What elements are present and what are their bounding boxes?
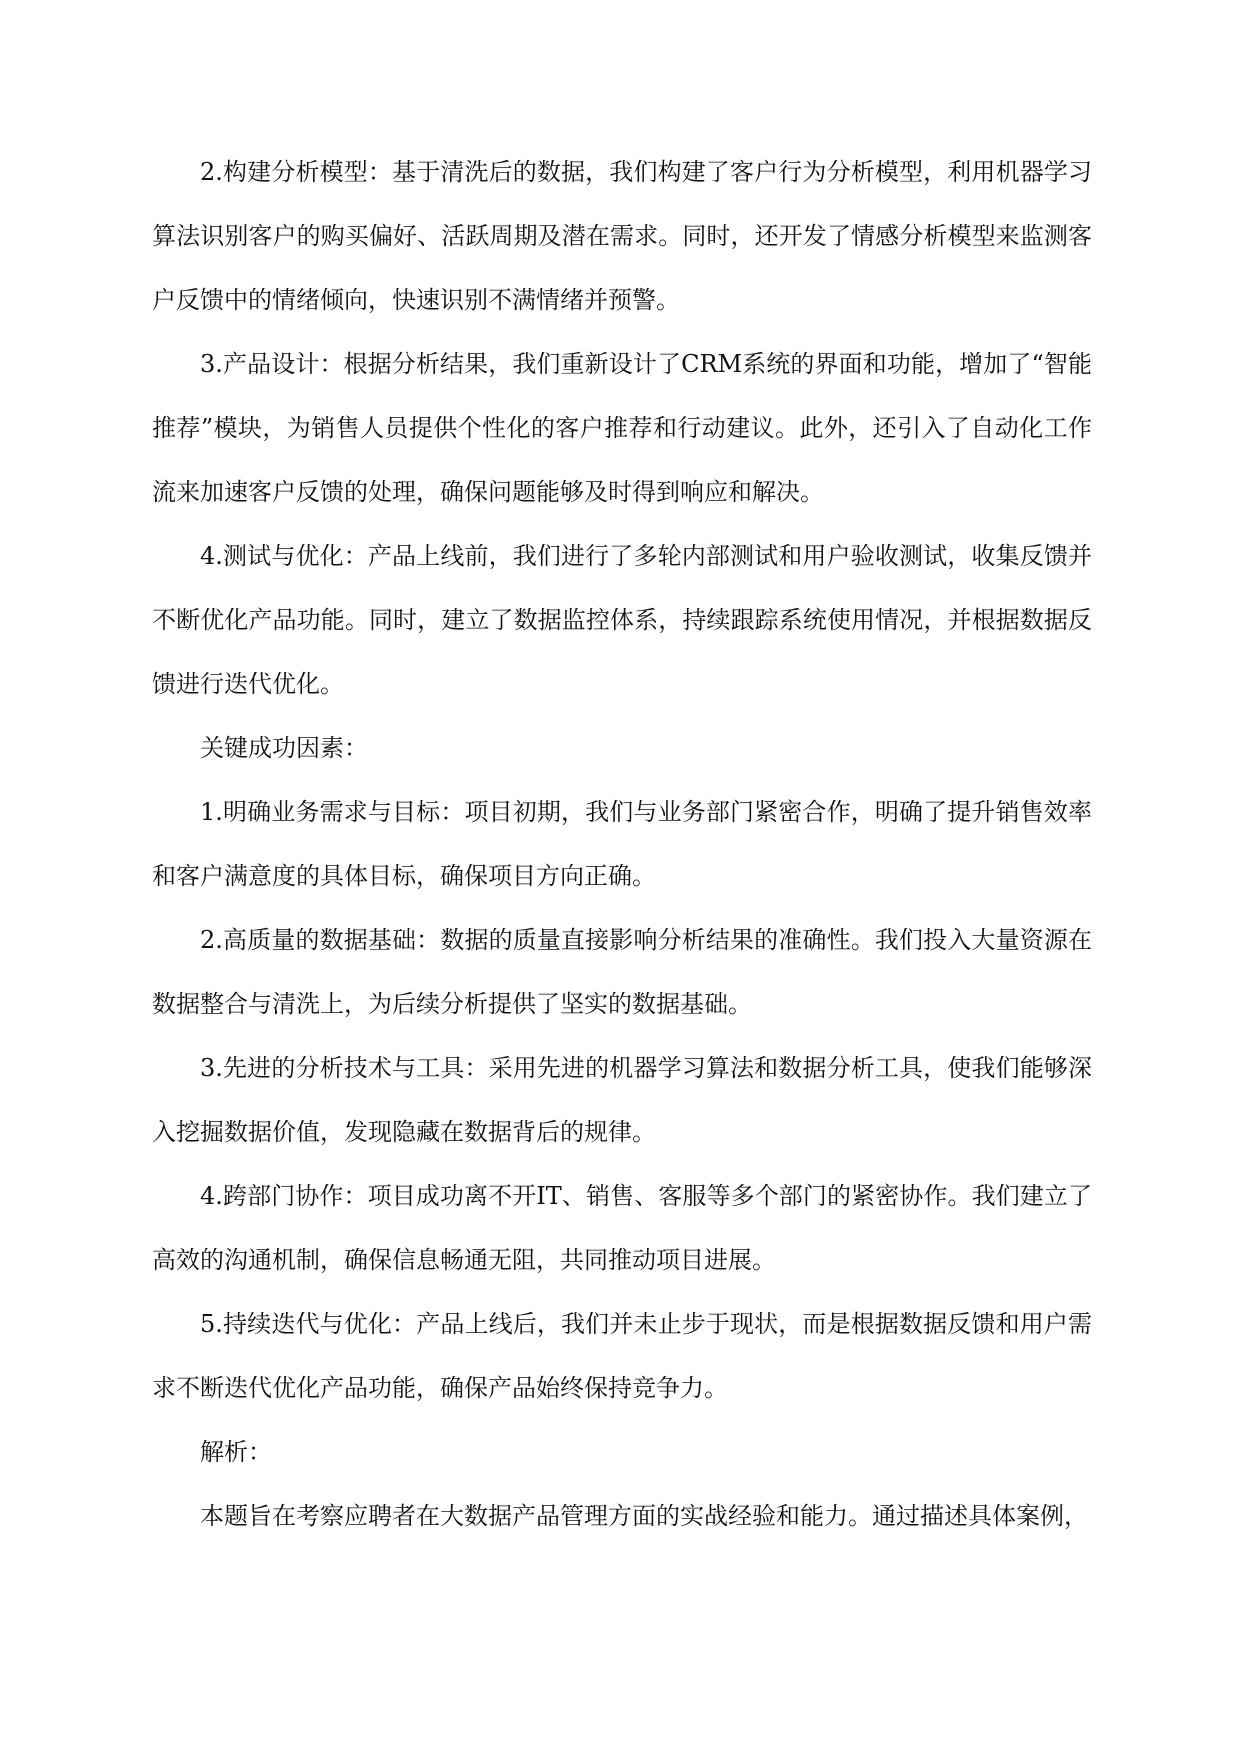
- paragraph-build-model: 2.构建分析模型：基于清洗后的数据，我们构建了客户行为分析模型，利用机器学习算法识别客户的购买偏好、活跃周期及潜在需求。同时，还开发了情感分析模型来监测客户反馈中的情绪倾向，快速识别不满情绪并预警。: [152, 158, 1092, 314]
- paragraph-factor-3: 3.先进的分析技术与工具：采用先进的机器学习算法和数据分析工具，使我们能够深入挖掘数据价值，发现隐藏在数据背后的规律。: [152, 1054, 1092, 1146]
- paragraph-testing-optimization: 4.测试与优化：产品上线前，我们进行了多轮内部测试和用户验收测试，收集反馈并不断优化产品功能。同时，建立了数据监控体系，持续跟踪系统使用情况，并根据数据反馈进行迭代优化。: [152, 542, 1092, 698]
- paragraph-factor-1: 1.明确业务需求与目标：项目初期，我们与业务部门紧密合作，明确了提升销售效率和客户满意度的具体目标，确保项目方向正确。: [152, 798, 1092, 890]
- document-body: [152, 140, 1092, 1548]
- paragraph-factor-2: 2.高质量的数据基础：数据的质量直接影响分析结果的准确性。我们投入大量资源在数据整合与清洗上，为后续分析提供了坚实的数据基础。: [152, 926, 1092, 1018]
- heading-key-success-factors: 关键成功因素：: [200, 734, 368, 762]
- paragraph-factor-4: 4.跨部门协作：项目成功离不开IT、销售、客服等多个部门的紧密协作。我们建立了高效的沟通机制，确保信息畅通无阻，共同推动项目进展。: [152, 1182, 1092, 1274]
- paragraph-analysis: 本题旨在考察应聘者在大数据产品管理方面的实战经验和能力。通过描述具体案例，: [200, 1502, 1088, 1530]
- paragraph-product-design: 3.产品设计：根据分析结果，我们重新设计了CRM系统的界面和功能，增加了“智能推荐”模块，为销售人员提供个性化的客户推荐和行动建议。此外，还引入了自动化工作流来加速客户反馈的处理，确保问题能够及时得到响应和解决。: [152, 350, 1092, 506]
- heading-analysis: 解析：: [200, 1438, 272, 1466]
- paragraph-factor-5: 5.持续迭代与优化：产品上线后，我们并未止步于现状，而是根据数据反馈和用户需求不断迭代优化产品功能，确保产品始终保持竞争力。: [152, 1310, 1092, 1402]
